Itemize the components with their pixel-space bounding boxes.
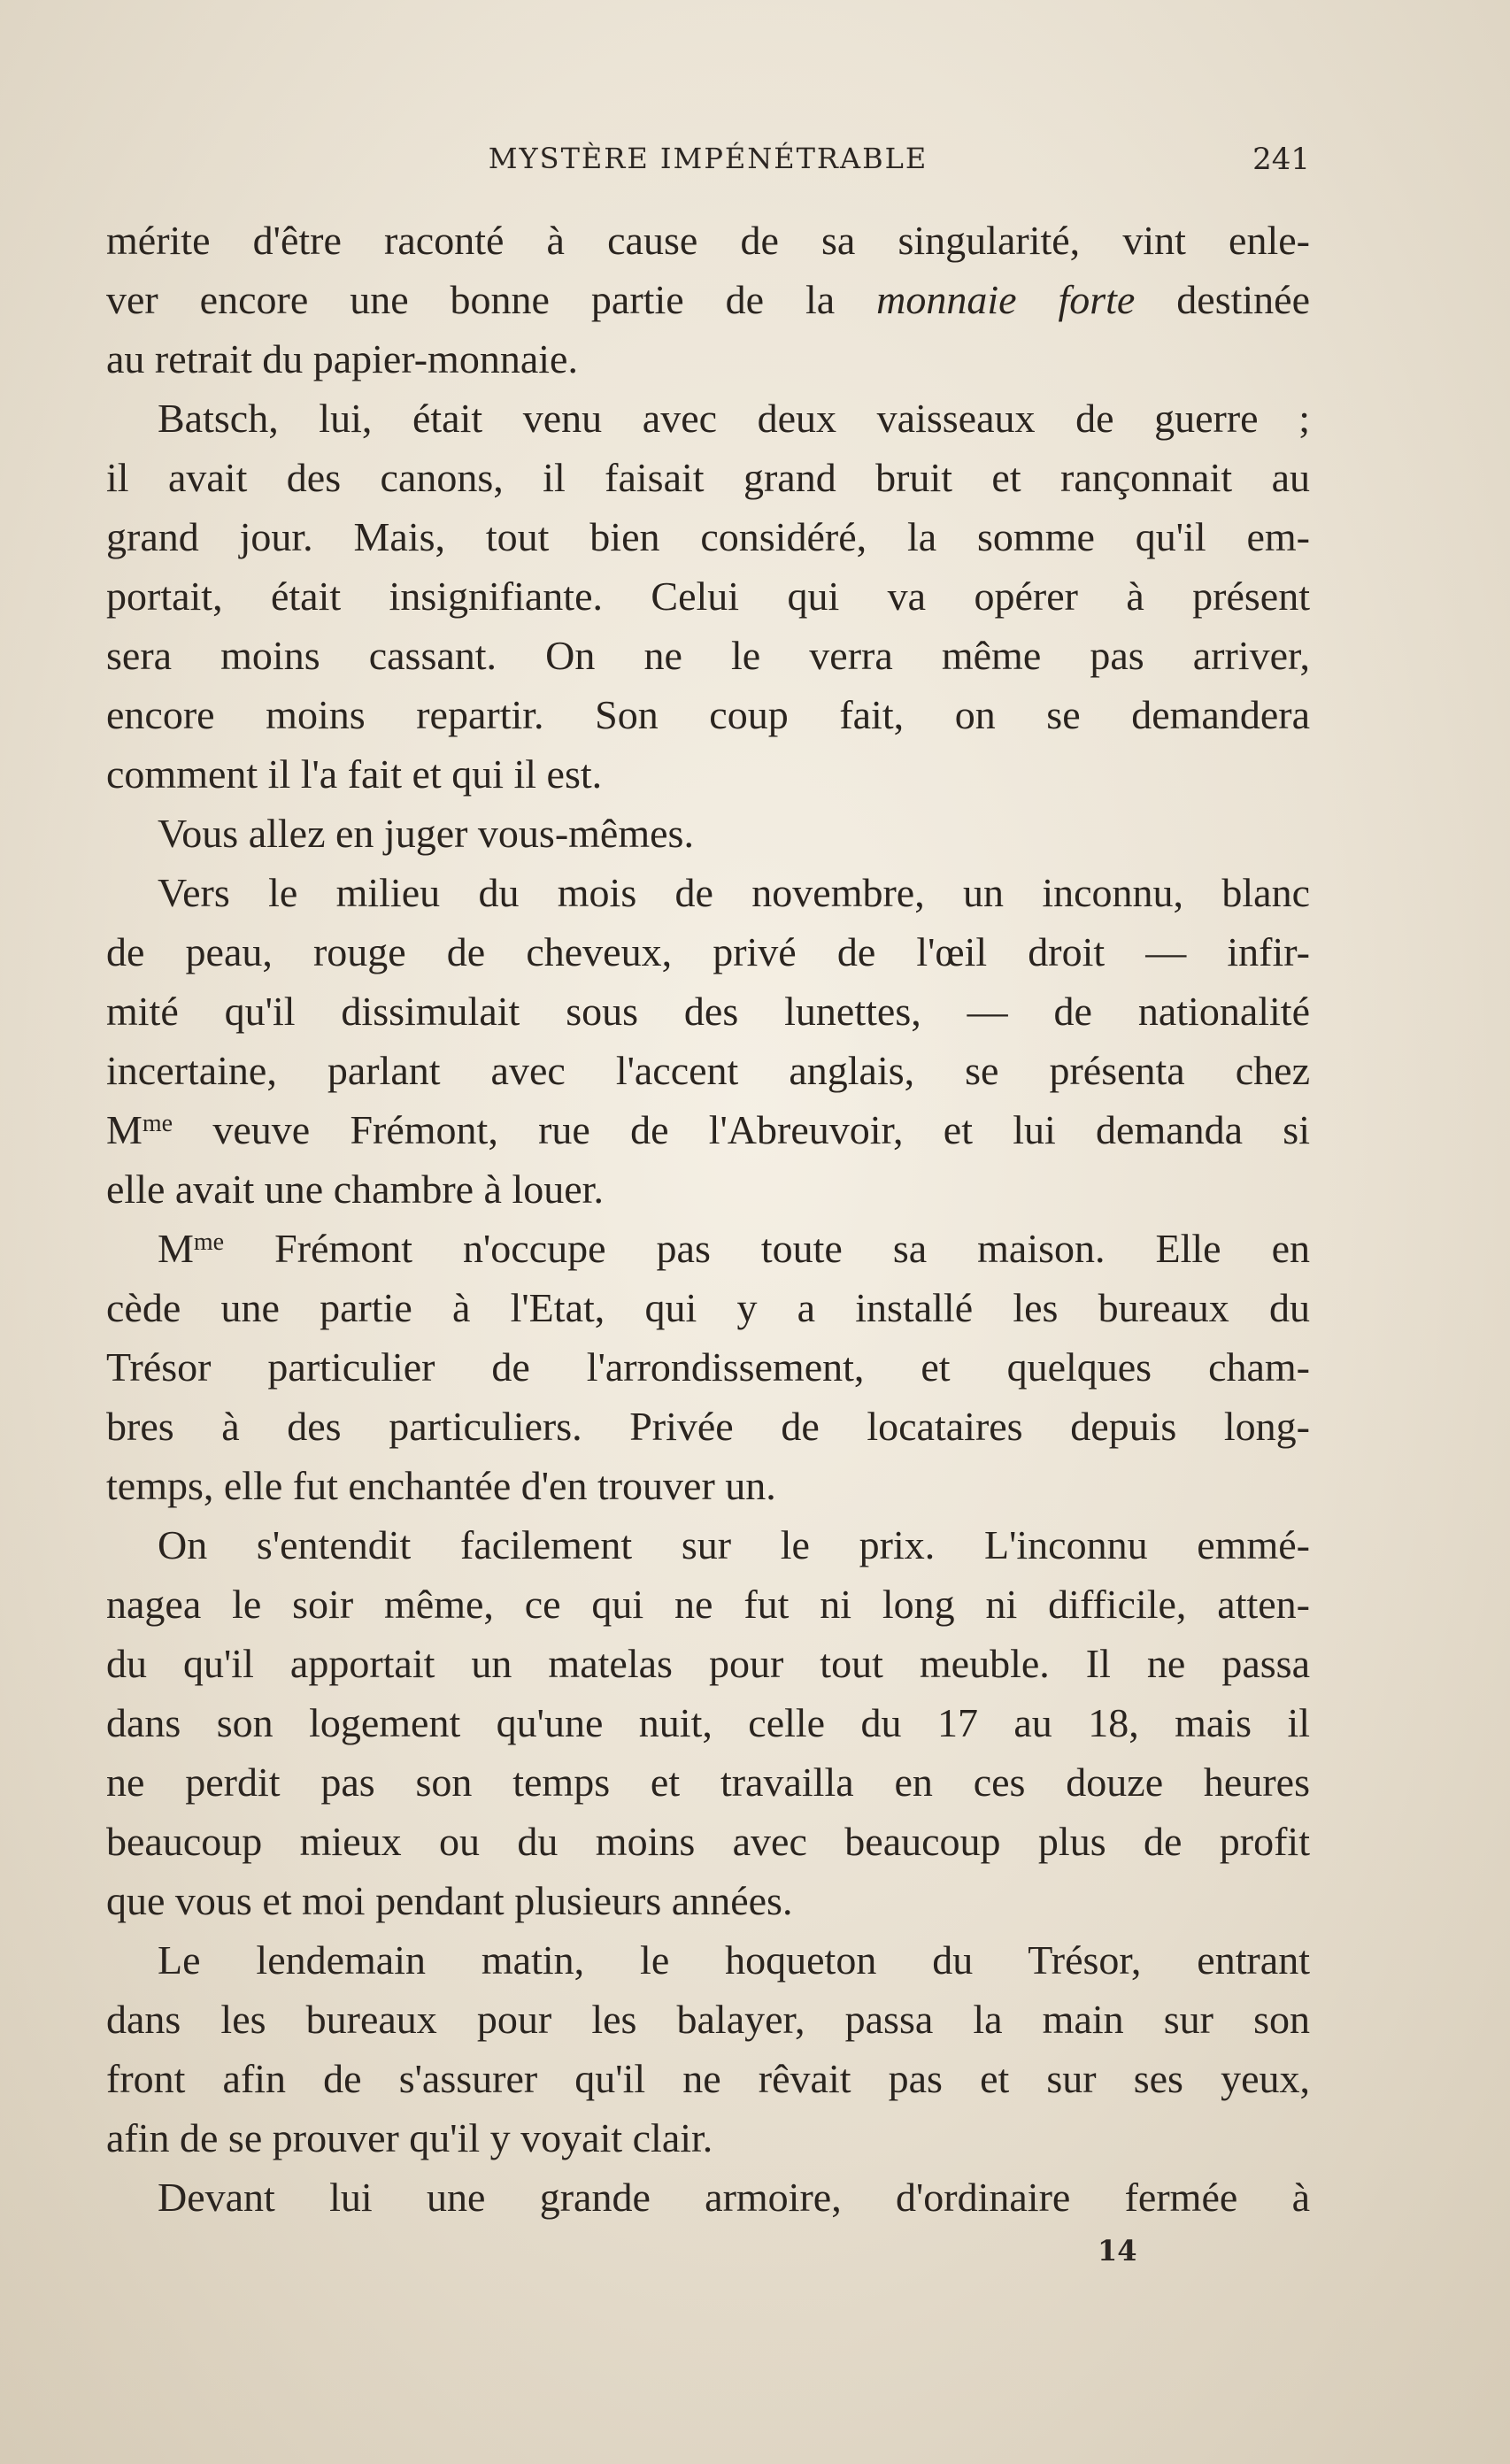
text-line: dans les bureaux pour les balayer, passa la main sur son — [106, 1997, 1310, 2042]
text-line: bres à des particuliers. Privée de locataires depuis long- — [106, 1404, 1310, 1449]
text-segment: M — [106, 1107, 143, 1152]
signature-mark: 14 — [1098, 2234, 1137, 2268]
text-segment: ver encore une bonne partie de la — [106, 277, 877, 322]
text-line — [106, 1219, 1310, 1278]
text-line: au retrait du papier-monnaie. — [106, 336, 578, 381]
text-line: Le lendemain matin, le hoqueton du Trésor, entrant — [158, 1937, 1310, 1983]
text-line: On s'entendit facilement sur le prix. L'inconnu emmé- — [158, 1522, 1310, 1567]
text-line: Devant lui une grande armoire, d'ordinaire fermée à — [158, 2175, 1310, 2220]
text-line: encore moins repartir. Son coup fait, on se demandera — [106, 692, 1310, 737]
text-line: Batsch, lui, était venu avec deux vaisseaux de guerre ; — [158, 396, 1310, 441]
text-line: Vous allez en juger vous-mêmes. — [158, 811, 694, 856]
text-segment: veuve Frémont, rue de l'Abreuvoir, et lui demanda si — [173, 1107, 1310, 1152]
text-segment: M — [158, 1226, 194, 1271]
text-segment: Frémont n'occupe pas toute sa maison. Elle en — [224, 1226, 1310, 1271]
text-line: ne perdit pas son temps et travailla en ces douze heures — [106, 1759, 1310, 1805]
text-line: grand jour. Mais, tout bien considéré, la somme qu'il em- — [106, 514, 1310, 559]
text-line: incertaine, parlant avec l'accent anglais, se présenta chez — [106, 1048, 1310, 1093]
text-line — [106, 1100, 1310, 1159]
superscript: me — [193, 1228, 225, 1256]
text-line: cède une partie à l'Etat, qui y a installé les bureaux du — [106, 1285, 1310, 1330]
text-line: nagea le soir même, ce qui ne fut ni long ni difficile, atten- — [106, 1582, 1310, 1627]
text-line: beaucoup mieux ou du moins avec beaucoup plus de profit — [106, 1819, 1310, 1864]
body-text — [106, 211, 1310, 2227]
text-line: front afin de s'assurer qu'il ne rêvait pas et sur ses yeux, — [106, 2056, 1310, 2101]
text-line: Trésor particulier de l'arrondissement, et quelques cham- — [106, 1344, 1310, 1390]
text-line: sera moins cassant. On ne le verra même pas arriver, — [106, 633, 1310, 678]
text-line: de peau, rouge de cheveux, privé de l'œil droit — infir- — [106, 929, 1310, 974]
text-line — [106, 270, 1310, 329]
text-line: comment il l'a fait et qui il est. — [106, 751, 603, 797]
text-line: mité qu'il dissimulait sous des lunettes, — de nationalité — [106, 989, 1310, 1034]
page-number: 241 — [1252, 142, 1310, 177]
text-line: dans son logement qu'une nuit, celle du 17 au 18, mais il — [106, 1700, 1310, 1745]
italic-phrase: monnaie forte — [876, 277, 1136, 322]
page-header — [106, 142, 1310, 191]
text-line: elle avait une chambre à louer. — [106, 1167, 604, 1212]
running-title: MYSTÈRE IMPÉNÉTRABLE — [488, 142, 928, 175]
text-line: du qu'il apportait un matelas pour tout meuble. Il ne passa — [106, 1641, 1310, 1686]
text-line: temps, elle fut enchantée d'en trouver un. — [106, 1463, 776, 1508]
text-line: Vers le milieu du mois de novembre, un inconnu, blanc — [158, 870, 1310, 915]
text-line: que vous et moi pendant plusieurs années. — [106, 1878, 793, 1923]
text-line: mérite d'être raconté à cause de sa singularité, vint enle- — [106, 218, 1310, 263]
superscript: me — [142, 1110, 173, 1137]
text-line: il avait des canons, il faisait grand bruit et rançonnait au — [106, 455, 1310, 500]
text-line: afin de se prouver qu'il y voyait clair. — [106, 2115, 713, 2160]
text-line: portait, était insignifiante. Celui qui va opérer à présent — [106, 574, 1310, 619]
text-segment: destinée — [1135, 277, 1311, 322]
